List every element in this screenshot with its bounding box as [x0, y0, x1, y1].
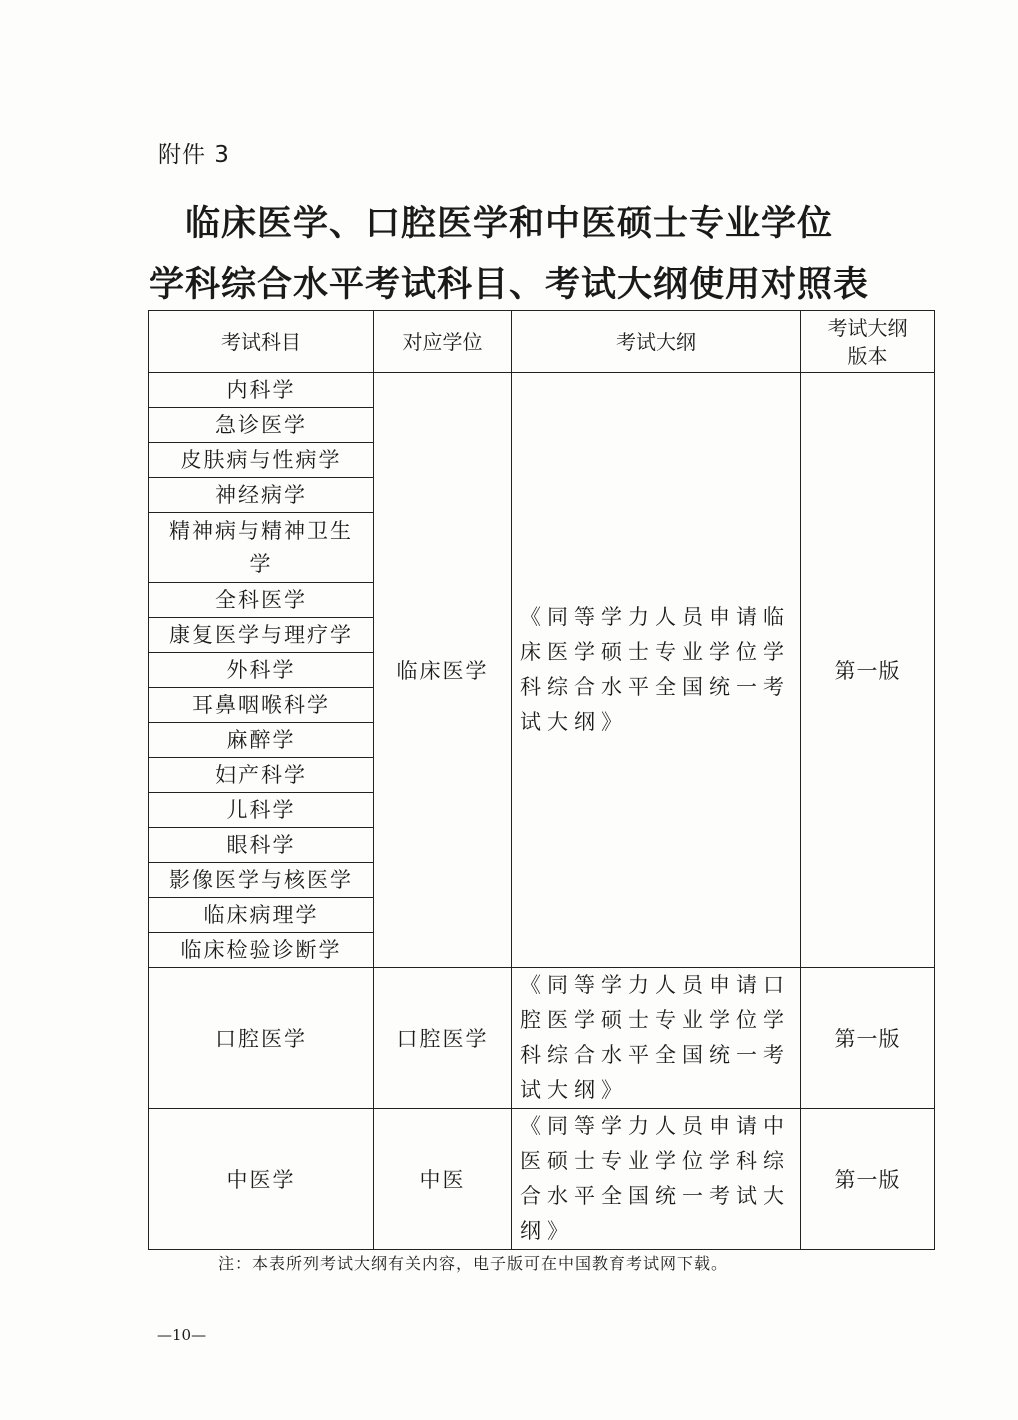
subject-cell: 眼科学	[149, 828, 374, 863]
subject-cell: 内科学	[149, 373, 374, 408]
syllabus-cell-tcm: 《同等学力人员申请中医硕士专业学位学科综合水平全国统一考试大纲》	[512, 1109, 801, 1250]
attachment-label: 附件 3	[158, 142, 230, 168]
title-line-1: 临床医学、口腔医学和中医硕士专业学位	[184, 203, 833, 244]
subject-cell: 急诊医学	[149, 408, 374, 443]
col-header-version-line1: 考试大纲	[827, 315, 908, 340]
version-cell-tcm: 第一版	[801, 1109, 935, 1250]
subject-cell: 儿科学	[149, 793, 374, 828]
table-header-row	[149, 311, 935, 373]
subject-cell: 临床病理学	[149, 898, 374, 933]
subject-cell: 妇产科学	[149, 758, 374, 793]
table-row	[149, 373, 935, 408]
version-cell-stomatology: 第一版	[801, 968, 935, 1109]
version-cell-clinical: 第一版	[801, 373, 935, 968]
table-row	[149, 968, 935, 1109]
subject-cell-line1: 精神病与精神卫生	[169, 518, 353, 543]
col-header-subject: 考试科目	[149, 311, 374, 373]
title-line-2: 学科综合水平考试科目、考试大纲使用对照表	[148, 264, 869, 305]
col-header-version-line2: 版本	[847, 343, 888, 368]
subject-cell-stomatology: 口腔医学	[149, 968, 374, 1109]
subject-cell: 神经病学	[149, 478, 374, 513]
subject-cell: 临床检验诊断学	[149, 933, 374, 968]
subject-cell: 外科学	[149, 653, 374, 688]
footnote: 注：本表所列考试大纲有关内容，电子版可在中国教育考试网下载。	[218, 1254, 729, 1273]
degree-cell-stomatology: 口腔医学	[374, 968, 512, 1109]
subject-cell-tcm: 中医学	[149, 1109, 374, 1250]
syllabus-cell-clinical: 《同等学力人员申请临床医学硕士专业学位学科综合水平全国统一考试大纲》	[512, 373, 801, 968]
degree-cell-clinical: 临床医学	[374, 373, 512, 968]
subject-cell	[149, 513, 374, 583]
col-header-version	[801, 311, 935, 373]
page-number: —10—	[157, 1326, 207, 1344]
subject-cell: 耳鼻咽喉科学	[149, 688, 374, 723]
subject-cell: 影像医学与核医学	[149, 863, 374, 898]
degree-cell-tcm: 中医	[374, 1109, 512, 1250]
subject-cell: 全科医学	[149, 583, 374, 618]
subject-cell: 麻醉学	[149, 723, 374, 758]
subject-cell-line2: 学	[249, 551, 273, 576]
col-header-degree: 对应学位	[374, 311, 512, 373]
subject-cell: 皮肤病与性病学	[149, 443, 374, 478]
col-header-syllabus: 考试大纲	[512, 311, 801, 373]
exam-subject-table	[148, 310, 935, 1250]
subject-cell: 康复医学与理疗学	[149, 618, 374, 653]
table-row	[149, 1109, 935, 1250]
syllabus-cell-stomatology: 《同等学力人员申请口腔医学硕士专业学位学科综合水平全国统一考试大纲》	[512, 968, 801, 1109]
